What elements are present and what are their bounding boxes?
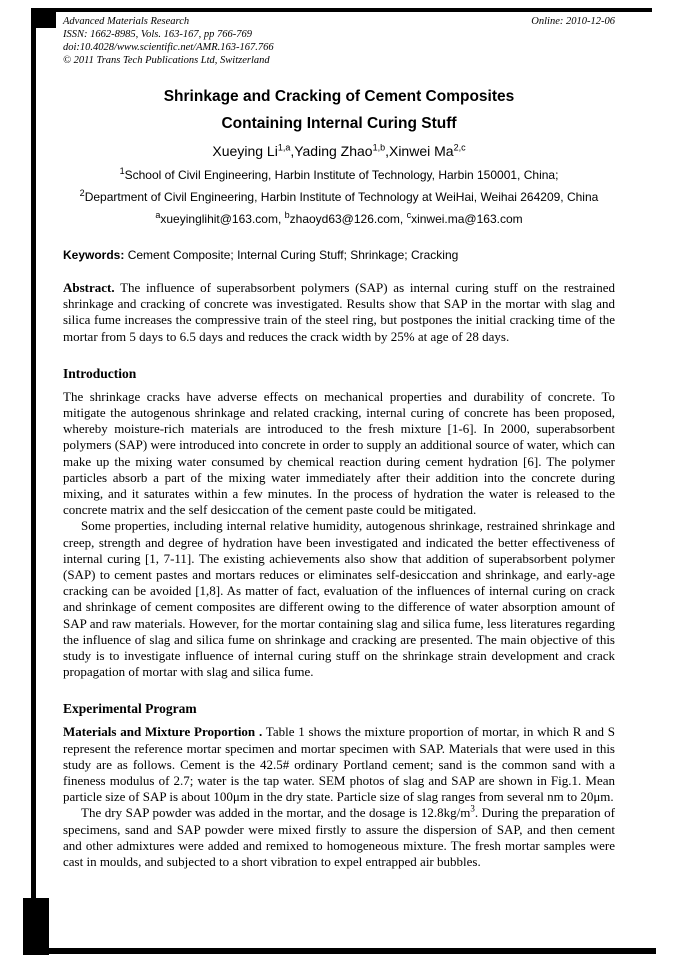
email-a-text: xueyinglihit@163.com,	[160, 212, 285, 226]
experimental-paragraph-2	[63, 805, 615, 870]
affiliation-2-superscript: 2	[79, 188, 85, 198]
email-c-superscript: c	[406, 210, 412, 220]
author-3-superscript: 2,c	[453, 142, 466, 153]
email-b-text: zhaoyd63@126.com,	[289, 212, 407, 226]
section-heading-introduction: Introduction	[63, 365, 137, 381]
journal-header	[63, 15, 615, 67]
materials-mixture-text: Table 1 shows the mixture proportion of mortar, in which R and S represent the reference mortar specimen and mortar specimen with SAP. Materials that were used in this study are as follows. Cement is the 42.5# ordinary Portland cement; sand is the common sand with a fineness modulus of 2.7; water is the tap water. SEM photos of slag and SAP are shown in Fig.1. Mean particle size of SAP is about 100μm in the dry state. Particle size of slag ranges from several nm to 20μm.	[63, 724, 615, 805]
experimental-paragraph-1	[63, 724, 615, 805]
author-1-name: Xueying Li	[212, 143, 278, 159]
author-2-name: ,Yading Zhao	[290, 143, 373, 159]
abstract-paragraph	[63, 280, 615, 345]
cubic-meter-superscript: 3	[470, 804, 475, 815]
affiliation-1-superscript: 1	[119, 166, 125, 176]
online-date: Online: 2010-12-06	[531, 16, 615, 27]
author-emails-line	[63, 212, 615, 226]
experimental-paragraph-2-text-before-superscript: The dry SAP powder was added in the mortar, and the dosage is 12.8kg/m	[81, 805, 471, 821]
journal-header-row	[63, 15, 615, 28]
paper-title	[63, 83, 615, 137]
copyright-line: © 2011 Trans Tech Publications Ltd, Switzerland	[63, 55, 270, 66]
keywords-line	[63, 248, 615, 263]
email-b-superscript: b	[284, 210, 290, 220]
email-a-superscript: a	[155, 210, 161, 220]
author-3-name: ,Xinwei Ma	[385, 143, 454, 159]
abstract-label: Abstract.	[63, 280, 115, 295]
authors-line	[63, 142, 615, 160]
scan-artifact-top-edge	[36, 8, 652, 12]
paper-title-line-1: Shrinkage and Cracking of Cement Composites	[163, 88, 515, 105]
page-content	[63, 15, 615, 870]
email-c-text: xinwei.ma@163.com	[411, 212, 523, 226]
abstract-text: The influence of superabsorbent polymers (SAP) as internal curing stuff on the restrained shrinkage and cracking of concrete was investigated. Results show that SAP in the mortar with slag and silica fume increases the compressive train of the steel ring, but postpones the initial cracking time of the mortar from 5 days to 6.5 days and reduces the crack width by 25% at age of 28 days.	[63, 280, 615, 344]
affiliation-1-text: School of Civil Engineering, Harbin Institute of Technology, Harbin 150001, China;	[124, 168, 559, 182]
keywords-label: Keywords:	[63, 248, 125, 262]
introduction-paragraph-2: Some properties, including internal relative humidity, autogenous shrinkage, restrained shrinkage and creep, strength and degree of hydration have been investigated and indicated the better effectiveness of internal curing [1, 7-11]. The existing achievements also show that addition of superabsorbent polymer (SAP) to cement pastes and mortars reduces or eliminates self-desiccation and shrinkage, and early-age cracking can be avoided [1,8]. As matter of fact, evaluation of the influences of internal curing on crack and shrinkage of cement composites are different owing to the difference of water absorption amount of SAP and raw materials. However, for the mortar containing slag and silica fume, less literatures regarding the influence of slag and silica fume on shrinkage and cracking are presented. The main objective of this study is to investigate influence of internal curing stuff on the shrinkage strain development and crack propagation of mortar with slag and silica fume.	[63, 518, 615, 680]
experimental-paragraph-2-text-after-superscript: . During the preparation of specimens, sand and SAP powder were mixed firstly to assure the dispersion of SAP, and then cement and other admixtures were added and remixed to homogeneous mixture. The fresh mortar samples were cast in moulds, and subjected to a short vibration to expel entrapped air bubbles.	[63, 805, 615, 870]
keywords-text: Cement Composite; Internal Curing Stuff; Shrinkage; Cracking	[124, 248, 459, 262]
doi-line: doi:10.4028/www.scientific.net/AMR.163-167.766	[63, 42, 274, 53]
affiliation-2-text: Department of Civil Engineering, Harbin Institute of Technology at WeiHai, Weihai 264209, China	[84, 190, 599, 204]
scan-artifact-bottom-edge	[23, 948, 656, 954]
materials-mixture-label: Materials and Mixture Proportion .	[63, 724, 263, 740]
author-1-superscript: 1,a	[277, 142, 291, 153]
affiliation-2	[63, 190, 615, 204]
scan-artifact-left-edge	[31, 8, 36, 952]
issn-line: ISSN: 1662-8985, Vols. 163-167, pp 766-769	[63, 29, 252, 40]
paper-title-line-2: Containing Internal Curing Stuff	[221, 115, 457, 132]
scan-artifact-bottom-left-corner	[23, 898, 49, 955]
author-2-superscript: 1,b	[372, 142, 386, 153]
journal-name: Advanced Materials Research	[63, 16, 190, 27]
section-heading-experimental-program: Experimental Program	[63, 701, 197, 717]
scan-artifact-top-left-corner	[31, 8, 56, 28]
affiliation-1	[63, 168, 615, 182]
introduction-paragraph-1: The shrinkage cracks have adverse effects on mechanical properties and durability of concrete. To mitigate the autogenous shrinkage and related cracking, internal curing of concrete has been proposed, whereby moisture-rich materials are introduced to the fresh mixture [1-6]. In 2000, superabsorbent polymers (SAP) were introduced into concrete in order to supply an additional source of water, which can make up the mixing water consumed by chemical reaction during cement hydration [6]. The polymer particles absorb a part of the mixing water immediately after their addition into the concrete during mixing, and it saturates within a few minutes. In the process of hydration the water is released to the concrete matrix and the self desiccation of the cement paste could be mitigated.	[63, 388, 615, 518]
